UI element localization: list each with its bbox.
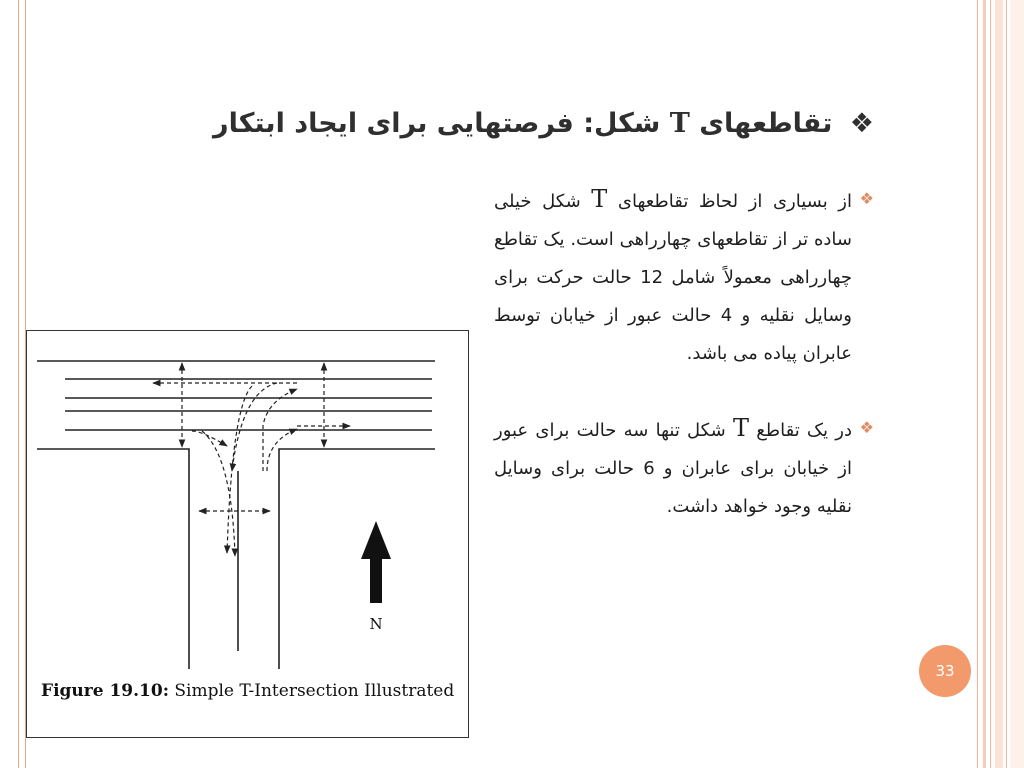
diamond-bullet-icon: ❖ bbox=[859, 189, 874, 208]
diamond-bullet-icon: ❖ bbox=[859, 418, 874, 437]
slide-body bbox=[494, 180, 874, 562]
title-part1: تقاطعهای bbox=[699, 108, 833, 139]
paragraph-2-post: شکل تنها سه حالت برای عبور از خیابان برای عابران و 6 حالت برای وسایل نقلیه وجود خواهد داشت. bbox=[494, 420, 852, 517]
north-label: N bbox=[369, 615, 383, 633]
right-stripe bbox=[977, 0, 978, 768]
right-stripe bbox=[983, 0, 986, 768]
figure-caption bbox=[41, 681, 454, 701]
figure-caption-number: Figure 19.10: bbox=[41, 681, 169, 701]
diamond-bullet-icon: ❖ bbox=[849, 108, 874, 139]
title-T-letter: T bbox=[669, 108, 690, 139]
paragraph-2 bbox=[494, 409, 874, 526]
right-stripe bbox=[995, 0, 1003, 768]
t-intersection-figure bbox=[26, 330, 469, 738]
right-stripe bbox=[990, 0, 991, 768]
left-frame-border bbox=[18, 0, 26, 768]
title-part2: شکل: فرصتهایی برای ایجاد ابتکار bbox=[213, 108, 661, 139]
paragraph-1-post: شکل خیلی ساده تر از تقاطعهای چهارراهی است. یک تقاطع چهارراهی معمولاً شامل 12 حالت حرکت برای وسایل نقلیه و 4 حالت عبور از خیابان توسط عابران پیاده می باشد. bbox=[494, 191, 853, 364]
paragraph-1 bbox=[494, 180, 874, 373]
t-intersection-diagram bbox=[27, 331, 468, 737]
paragraph-1-T: T bbox=[591, 185, 608, 213]
figure-caption-text: Simple T-Intersection Illustrated bbox=[174, 681, 455, 701]
page-number: 33 bbox=[935, 662, 955, 680]
right-stripe bbox=[1006, 0, 1007, 768]
right-stripe bbox=[1010, 0, 1024, 768]
slide-title bbox=[114, 108, 874, 139]
page-number-badge bbox=[919, 645, 971, 697]
north-arrow-icon bbox=[361, 521, 391, 603]
paragraph-2-T: T bbox=[732, 414, 749, 442]
paragraph-1-pre: از بسیاری از لحاظ تقاطعهای bbox=[617, 191, 852, 212]
paragraph-2-pre: در یک تقاطع bbox=[756, 420, 852, 441]
